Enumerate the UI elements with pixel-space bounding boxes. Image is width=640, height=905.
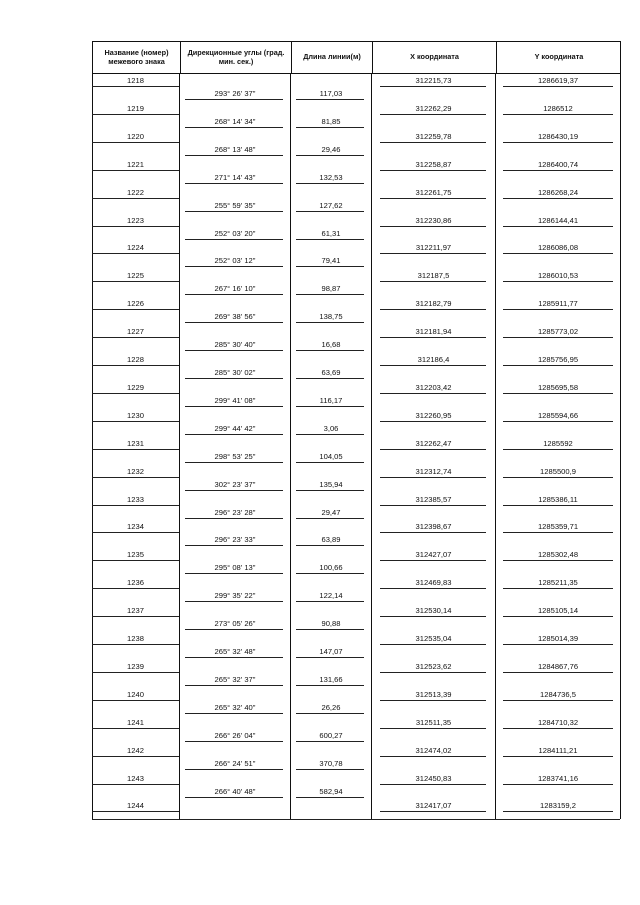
mark-name: 1221 [127,159,144,169]
segment-line [185,127,283,128]
row-line [503,672,613,673]
mark-name: 1226 [127,299,144,309]
line-length: 582,94 [319,786,343,796]
row-line [380,253,486,254]
x-coordinate: 312385,57 [415,494,452,504]
row-line [503,309,613,310]
row-line [92,142,179,143]
direction-angle: 255° 59' 35" [214,200,256,210]
row-line [380,309,486,310]
segment-line [185,713,283,714]
line-length: 122,14 [319,591,343,601]
row-line [503,114,613,115]
row-line [380,449,486,450]
table-bottom-line [92,819,620,820]
row-line [92,532,179,533]
segment-line [185,350,283,351]
mark-name: 1223 [127,215,144,225]
row-line [503,477,613,478]
mark-name: 1219 [127,103,144,113]
mark-name: 1238 [127,634,144,643]
mark-name: 1218 [127,76,144,85]
y-coordinate: 1286144,41 [537,215,579,225]
mark-name: 1237 [127,606,144,616]
segment-line [296,685,364,686]
line-length: 600,27 [319,730,343,740]
y-coordinate: 1285592 [543,438,573,448]
segment-line [296,629,364,630]
x-coordinate: 312474,02 [415,745,452,755]
segment-line [185,294,283,295]
y-coordinate: 1285756,95 [537,355,579,364]
row-line [92,86,179,87]
row-line [92,253,179,254]
x-coordinate: 312203,42 [415,382,452,392]
y-coordinate: 1286086,08 [537,243,579,253]
row-line [92,226,179,227]
segment-line [296,239,364,240]
x-coordinate: 312511,35 [415,717,452,727]
x-coordinate: 312469,83 [415,578,452,588]
segment-line [185,741,283,742]
row-line [503,86,613,87]
mark-name: 1229 [127,382,144,392]
row-line [380,170,486,171]
mark-name: 1239 [127,661,144,671]
segment-line [185,545,283,546]
line-length: 131,66 [319,674,343,684]
x-coordinate: 312450,83 [415,773,452,783]
row-line [92,784,179,785]
row-line [503,811,613,812]
x-coordinate: 312427,07 [415,550,452,560]
row-line [92,281,179,282]
row-line [503,170,613,171]
row-line [380,616,486,617]
row-line [380,365,486,366]
segment-line [296,490,364,491]
line-length: 104,05 [319,451,343,461]
header-divider [180,42,181,73]
segment-line [296,155,364,156]
direction-angle: 298° 53' 25" [214,451,256,461]
segment-line [185,183,283,184]
header-divider [291,42,292,73]
y-coordinate: 1284736,5 [540,689,576,699]
row-line [503,784,613,785]
y-coordinate: 1286268,24 [537,187,579,197]
row-line [380,532,486,533]
row-line [503,393,613,394]
x-coordinate: 312535,04 [415,634,452,643]
segment-line [185,406,283,407]
header-x: X координата [410,52,459,62]
row-line [503,505,613,506]
mark-name: 1240 [127,689,144,699]
mark-name: 1233 [127,494,144,504]
segment-line [185,322,283,323]
row-line [503,198,613,199]
y-coordinate: 1286400,74 [537,159,579,169]
row-line [92,170,179,171]
x-coordinate: 312262,29 [415,103,452,113]
row-line [380,198,486,199]
row-line [380,644,486,645]
row-line [92,672,179,673]
y-coordinate: 1286010,53 [537,271,579,281]
line-length: 3,06 [323,423,339,433]
row-line [503,532,613,533]
line-length: 29,47 [321,507,341,517]
row-line [92,811,179,812]
y-coordinate: 1285911,77 [538,299,578,309]
direction-angle: 295° 08' 13" [214,563,256,573]
row-line [92,114,179,115]
x-coordinate: 312262,47 [415,438,452,448]
y-coordinate: 1285014,39 [537,634,579,643]
row-line [92,421,179,422]
x-coordinate: 312530,14 [415,606,452,616]
mark-name: 1230 [127,410,144,420]
y-coordinate: 1285211,35 [538,578,578,588]
row-line [503,449,613,450]
x-coordinate: 312523,62 [415,661,452,671]
direction-angle: 266° 40' 48" [214,786,256,796]
row-line [380,281,486,282]
direction-angle: 299° 41' 08" [214,395,256,405]
x-coordinate: 312261,75 [415,187,452,197]
row-line [92,728,179,729]
row-line [92,644,179,645]
row-line [380,86,486,87]
row-line [380,672,486,673]
segment-line [185,685,283,686]
row-line [380,114,486,115]
row-line [380,784,486,785]
row-line [503,700,613,701]
segment-line [296,322,364,323]
row-line [380,226,486,227]
mark-name: 1220 [127,131,144,141]
row-line [503,616,613,617]
x-coordinate: 312187,5 [417,271,450,281]
segment-line [296,797,364,798]
row-line [92,505,179,506]
row-line [92,616,179,617]
line-length: 100,66 [319,563,343,573]
line-length: 116,17 [319,395,343,405]
segment-line [296,350,364,351]
row-line [380,142,486,143]
y-coordinate: 1286512 [543,103,573,113]
row-line [92,756,179,757]
mark-name: 1243 [127,773,144,783]
segment-line [185,518,283,519]
line-length: 29,46 [321,144,341,154]
header-angle: Дирекционные углы (град. мин. сек.) [187,48,285,66]
segment-line [296,99,364,100]
row-line [380,393,486,394]
direction-angle: 273° 05' 26" [214,619,256,629]
segment-line [296,601,364,602]
direction-angle: 285° 30' 40" [214,340,256,350]
row-line [380,421,486,422]
direction-angle: 285° 30' 02" [214,368,256,377]
direction-angle: 268° 14' 34" [214,116,256,126]
direction-angle: 267° 16' 10" [214,284,256,294]
x-coordinate: 312513,39 [415,689,452,699]
row-line [92,309,179,310]
mark-name: 1234 [127,522,144,532]
segment-line [185,155,283,156]
x-coordinate: 312258,87 [415,159,452,169]
mark-name: 1236 [127,578,144,588]
y-coordinate: 1286430,19 [537,131,579,141]
segment-line [185,797,283,798]
segment-line [296,127,364,128]
direction-angle: 266° 26' 04" [214,730,256,740]
mark-name: 1224 [127,243,144,253]
segment-line [296,211,364,212]
segment-line [185,462,283,463]
row-line [92,700,179,701]
segment-line [185,378,283,379]
direction-angle: 269° 38' 56" [214,312,256,322]
y-coordinate: 1285386,11 [538,494,578,504]
row-line [380,560,486,561]
mark-name: 1222 [127,187,144,197]
segment-line [185,769,283,770]
header-length: Длина линии(м) [303,52,361,62]
y-coordinate: 1285773,02 [537,327,579,337]
row-line [503,337,613,338]
header-divider [372,42,373,73]
row-line [92,560,179,561]
segment-line [296,713,364,714]
line-length: 127,62 [319,200,343,210]
segment-line [185,573,283,574]
segment-line [185,629,283,630]
y-coordinate: 1286619,37 [537,76,579,85]
direction-angle: 296° 23' 28" [214,507,256,517]
mark-name: 1228 [127,355,144,364]
segment-line [185,434,283,435]
line-length: 138,75 [319,312,343,322]
x-coordinate: 312211,97 [415,243,452,253]
segment-line [296,741,364,742]
direction-angle: 268° 13' 48" [214,144,256,154]
segment-line [296,769,364,770]
segment-line [296,406,364,407]
x-coordinate: 312215,73 [415,76,452,85]
row-line [503,253,613,254]
segment-line [185,211,283,212]
x-coordinate: 312259,78 [415,131,452,141]
mark-name: 1232 [127,466,144,476]
row-line [92,393,179,394]
line-length: 63,89 [321,535,341,545]
direction-angle: 265° 32' 37" [214,674,256,684]
line-length: 90,88 [321,619,341,629]
row-line [380,588,486,589]
segment-line [185,99,283,100]
segment-line [185,239,283,240]
row-line [380,756,486,757]
segment-line [296,294,364,295]
line-length: 370,78 [319,758,343,768]
y-coordinate: 1285105,14 [537,606,579,616]
row-line [92,337,179,338]
direction-angle: 265° 32' 48" [214,647,256,656]
x-coordinate: 312417,07 [415,801,452,811]
row-line [92,365,179,366]
x-coordinate: 312312,74 [415,466,452,476]
line-length: 61,31 [321,228,341,238]
direction-angle: 271° 14' 43" [214,172,256,182]
row-line [92,198,179,199]
row-line [503,560,613,561]
segment-line [296,657,364,658]
direction-angle: 266° 24' 51" [214,758,256,768]
segment-line [185,266,283,267]
line-length: 147,07 [319,647,343,656]
direction-angle: 299° 44' 42" [214,423,256,433]
y-coordinate: 1285359,71 [537,522,579,532]
line-length: 135,94 [319,479,343,489]
header-name: Название (номер) межевого знака [104,48,169,66]
direction-angle: 296° 23' 33" [214,535,256,545]
segment-line [296,545,364,546]
y-coordinate: 1285302,48 [537,550,579,560]
row-line [503,756,613,757]
segment-line [296,518,364,519]
segment-line [296,434,364,435]
x-coordinate: 312230,86 [415,215,452,225]
line-length: 81,85 [321,116,341,126]
line-length: 98,87 [321,284,341,294]
mark-name: 1235 [127,550,144,560]
row-line [503,226,613,227]
mark-name: 1231 [127,438,144,448]
y-coordinate: 1284710,32 [537,717,579,727]
mark-name: 1225 [127,271,144,281]
x-coordinate: 312398,67 [415,522,452,532]
row-line [503,644,613,645]
direction-angle: 302° 23' 37" [214,479,256,489]
table-header [92,41,621,74]
row-line [380,477,486,478]
segment-line [185,657,283,658]
line-length: 117,03 [319,89,343,98]
mark-name: 1242 [127,745,144,755]
direction-angle: 299° 35' 22" [214,591,256,601]
y-coordinate: 1285594,66 [537,410,579,420]
row-line [92,477,179,478]
header-divider [496,42,497,73]
row-line [503,421,613,422]
row-line [380,505,486,506]
line-length: 26,26 [321,702,341,712]
row-line [503,281,613,282]
x-coordinate: 312186,4 [417,355,450,364]
row-line [92,588,179,589]
y-coordinate: 1285695,58 [537,382,579,392]
direction-angle: 252° 03' 20" [214,228,256,238]
line-length: 63,69 [321,368,341,377]
x-coordinate: 312182,79 [415,299,452,309]
row-line [503,365,613,366]
segment-line [296,462,364,463]
mark-name: 1227 [127,327,144,337]
segment-line [185,601,283,602]
y-coordinate: 1283741,16 [537,773,579,783]
row-line [503,142,613,143]
line-length: 16,68 [321,340,341,350]
y-coordinate: 1283159,2 [540,801,576,811]
row-line [380,728,486,729]
segment-line [296,183,364,184]
segment-line [296,378,364,379]
row-line [503,728,613,729]
row-line [380,337,486,338]
y-coordinate: 1284111,21 [538,745,578,755]
column-divider [620,74,621,819]
segment-line [296,266,364,267]
row-line [92,449,179,450]
direction-angle: 265° 32' 40" [214,702,256,712]
row-line [380,811,486,812]
y-coordinate: 1284867,76 [537,661,579,671]
row-line [380,700,486,701]
line-length: 79,41 [321,256,341,266]
direction-angle: 252° 03' 12" [214,256,256,266]
header-y: Y координата [534,52,584,62]
y-coordinate: 1285500,9 [540,466,576,476]
mark-name: 1241 [127,717,144,727]
x-coordinate: 312260,95 [415,410,452,420]
row-line [503,588,613,589]
direction-angle: 293° 26' 37" [214,89,256,98]
x-coordinate: 312181,94 [415,327,452,337]
segment-line [185,490,283,491]
mark-name: 1244 [127,801,144,811]
line-length: 132,53 [319,172,343,182]
segment-line [296,573,364,574]
